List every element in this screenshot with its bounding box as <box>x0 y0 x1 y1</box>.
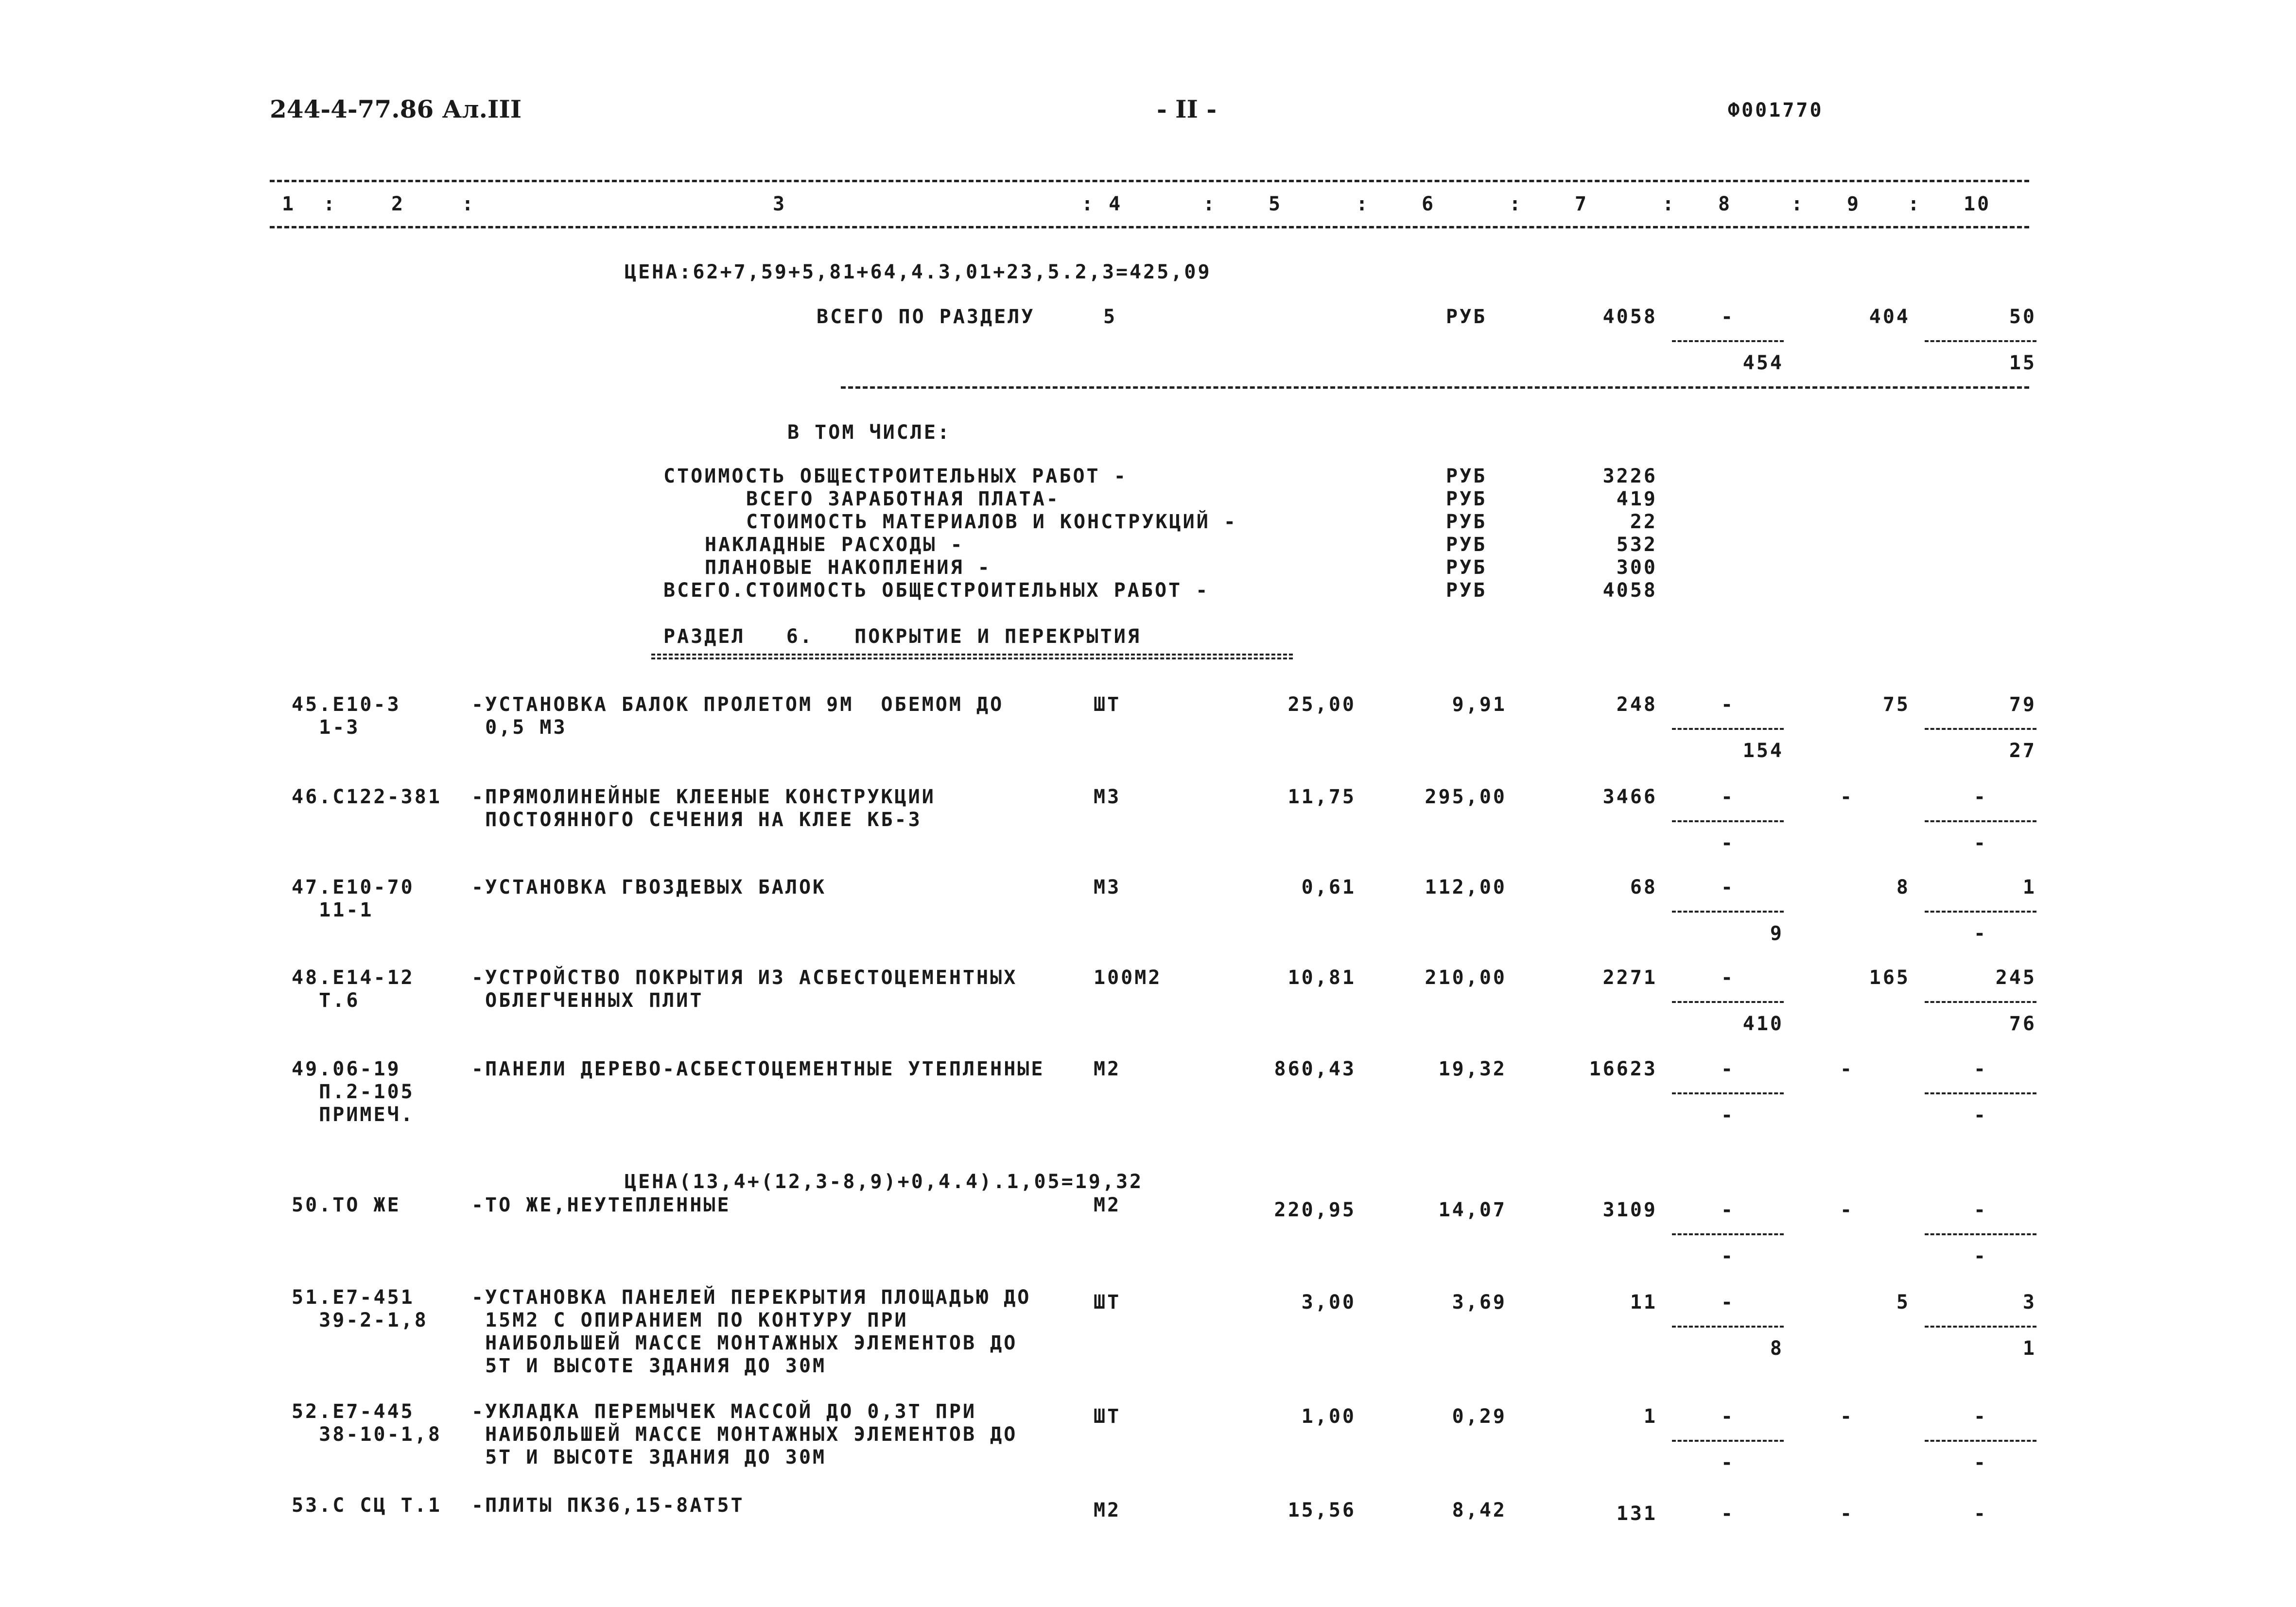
item-unit: М2 <box>1094 1499 1121 1521</box>
breakdown-label: СТОИМОСТЬ МАТЕРИАЛОВ И КОНСТРУКЦИЙ - <box>746 511 1237 533</box>
item-qty: 25,00 <box>1287 693 1356 716</box>
col8-bottom: - <box>1721 1245 1735 1267</box>
breakdown-value: 300 <box>1616 556 1657 579</box>
col8-bottom: 454 <box>1742 352 1784 374</box>
item-qty: 11,75 <box>1287 786 1356 808</box>
fraction-rule <box>1672 911 1784 913</box>
fraction-rule <box>1672 340 1784 342</box>
item-unit: М3 <box>1094 786 1121 808</box>
col-9: 9 <box>1847 193 1861 215</box>
item-description: 0,5 М3 <box>471 716 567 739</box>
item-code: 53.С СЦ Т.1 <box>292 1494 442 1517</box>
breakdown-value: 532 <box>1616 534 1657 556</box>
item-total: 248 <box>1616 693 1657 716</box>
item-code: 49.06-19 <box>292 1058 401 1080</box>
fraction-rule <box>1672 1326 1784 1328</box>
col-sep: : <box>462 193 476 215</box>
breakdown-value: 22 <box>1630 511 1657 533</box>
col9-value: 165 <box>1869 967 1910 989</box>
item-description: -УСТАНОВКА БАЛОК ПРОЛЕТОМ 9М ОБЕМОМ ДО <box>471 693 1004 716</box>
item-description: -ПАНЕЛИ ДЕРЕВО-АСБЕСТОЦЕМЕНТНЫЕ УТЕПЛЕННЫЕ <box>471 1058 1045 1080</box>
item-code: 39-2-1,8 <box>292 1309 428 1331</box>
col10-bottom: 76 <box>2009 1013 2036 1035</box>
item-description: ПОСТОЯННОГО СЕЧЕНИЯ НА КЛЕЕ КБ-3 <box>471 809 922 831</box>
item-code: 45.Е10-3 <box>292 693 401 716</box>
col10-bottom: 15 <box>2009 352 2036 374</box>
item-description: НАИБОЛЬШЕЙ МАССЕ МОНТАЖНЫХ ЭЛЕМЕНТОВ ДО <box>471 1332 1018 1354</box>
col8-bottom: - <box>1721 832 1735 854</box>
breakdown-value: 3226 <box>1602 465 1657 487</box>
col10-top: 79 <box>2009 693 2036 716</box>
item-unit: М2 <box>1094 1194 1121 1216</box>
item-total: 2271 <box>1602 967 1657 989</box>
col-sep: : <box>1791 193 1805 215</box>
unit: РУБ <box>1446 306 1487 328</box>
total-value: 4058 <box>1602 306 1657 328</box>
col-4: : 4 <box>1081 193 1123 215</box>
item-unit: ШТ <box>1094 1405 1121 1428</box>
item-price: 0,29 <box>1452 1405 1507 1428</box>
section-total-rule <box>841 386 2029 389</box>
fraction-rule <box>1672 1001 1784 1003</box>
fraction-rule <box>1925 911 2036 913</box>
breakdown-unit: РУБ <box>1446 534 1487 556</box>
document-code: 244-4-77.86 Ал.III <box>270 95 522 123</box>
fraction-rule <box>1925 340 2036 342</box>
item-description: НАИБОЛЬШЕЙ МАССЕ МОНТАЖНЫХ ЭЛЕМЕНТОВ ДО <box>471 1423 1018 1446</box>
col10-bottom: - <box>1973 922 1988 945</box>
col-1: 1 <box>282 193 296 215</box>
item-code: 51.Е7-451 <box>292 1286 415 1309</box>
fraction-rule <box>1925 1233 2036 1235</box>
col8-bottom: - <box>1721 1104 1735 1126</box>
breakdown-label: НАКЛАДНЫЕ РАСХОДЫ - <box>705 534 964 556</box>
item-code: 1-3 <box>292 716 360 739</box>
header-rule-top <box>270 180 2029 182</box>
col8-value: - <box>1721 1503 1735 1525</box>
col8-bottom: 410 <box>1742 1013 1784 1035</box>
including-heading: В ТОМ ЧИСЛЕ: <box>787 421 951 444</box>
breakdown-unit: РУБ <box>1446 465 1487 487</box>
item-qty: 0,61 <box>1301 876 1356 899</box>
col10-top: - <box>1973 786 1988 808</box>
fraction-rule <box>1672 820 1784 822</box>
col10-value: - <box>1973 1503 1988 1525</box>
item-description: 5Т И ВЫСОТЕ ЗДАНИЯ ДО 30М <box>471 1446 827 1469</box>
col-sep: : <box>1356 193 1370 215</box>
col-sep: : <box>323 193 337 215</box>
fraction-rule <box>1672 1233 1784 1235</box>
col10-top: 1 <box>2022 876 2036 899</box>
item-price: 112,00 <box>1425 876 1507 899</box>
col8-bottom: 9 <box>1770 922 1784 945</box>
breakdown-unit: РУБ <box>1446 488 1487 510</box>
fraction-rule <box>1925 728 2036 730</box>
col10-bottom: - <box>1973 1451 1988 1474</box>
item-code: 52.Е7-445 <box>292 1400 415 1423</box>
breakdown-label: ВСЕГО.СТОИМОСТЬ ОБЩЕСТРОИТЕЛЬНЫХ РАБОТ - <box>663 579 1210 602</box>
item-code: П.2-105 <box>292 1081 415 1103</box>
item-unit: ШТ <box>1094 693 1121 716</box>
col10-top: - <box>1973 1405 1988 1428</box>
item-price: 210,00 <box>1425 967 1507 989</box>
item-qty: 10,81 <box>1287 967 1356 989</box>
col8-top: - <box>1721 1405 1735 1428</box>
section-total-label: ВСЕГО ПО РАЗДЕЛУ <box>817 306 1035 328</box>
item-code: 46.С122-381 <box>292 786 442 808</box>
col9-value: 5 <box>1896 1291 1910 1313</box>
item-description: -УСТАНОВКА ПАНЕЛЕЙ ПЕРЕКРЫТИЯ ПЛОЩАДЬЮ ДО <box>471 1286 1031 1309</box>
fraction-rule <box>1672 1440 1784 1442</box>
item-price: 295,00 <box>1425 786 1507 808</box>
item-code: 11-1 <box>292 899 374 921</box>
col8-bottom: 8 <box>1770 1337 1784 1360</box>
section-title: РАЗДЕЛ 6. ПОКРЫТИЕ И ПЕРЕКРЫТИЯ <box>663 625 1141 648</box>
item-description: -УСТРОЙСТВО ПОКРЫТИЯ ИЗ АСБЕСТОЦЕМЕНТНЫХ <box>471 967 1018 989</box>
col10-bottom: - <box>1973 832 1988 854</box>
item-qty: 3,00 <box>1301 1291 1356 1313</box>
col10-top: - <box>1973 1058 1988 1080</box>
item-price: 8,42 <box>1452 1499 1507 1521</box>
item-code: 48.Е14-12 <box>292 967 415 989</box>
item-description: 15М2 С ОПИРАНИЕМ ПО КОНТУРУ ПРИ <box>471 1309 908 1331</box>
fraction-rule <box>1672 728 1784 730</box>
item-description: ОБЛЕГЧЕННЫХ ПЛИТ <box>471 989 704 1012</box>
item-total: 3466 <box>1602 786 1657 808</box>
fraction-rule <box>1925 1001 2036 1003</box>
document-id: Ф001770 <box>1728 99 1824 121</box>
col9-value: 75 <box>1882 693 1910 716</box>
col8-top: - <box>1721 1058 1735 1080</box>
item-description: -УСТАНОВКА ГВОЗДЕВЫХ БАЛОК <box>471 876 827 899</box>
col8-top: - <box>1721 306 1735 328</box>
fraction-rule <box>1925 1440 2036 1442</box>
col8-bottom: - <box>1721 1451 1735 1474</box>
item-total: 1 <box>1643 1405 1657 1428</box>
col-8: 8 <box>1718 193 1732 215</box>
item-unit: М2 <box>1094 1058 1121 1080</box>
item-total: 68 <box>1630 876 1657 899</box>
col10-top: 3 <box>2022 1291 2036 1313</box>
col-6: 6 <box>1422 193 1436 215</box>
item-code: Т.6 <box>292 989 360 1012</box>
col8-top: - <box>1721 967 1735 989</box>
item-qty: 15,56 <box>1287 1499 1356 1521</box>
item-qty: 1,00 <box>1301 1405 1356 1428</box>
item-description: -ПЛИТЫ ПК36,15-8АТ5Т <box>471 1494 745 1517</box>
col-10: 10 <box>1964 193 1991 215</box>
col8-top: - <box>1721 1199 1735 1221</box>
price-formula: ЦЕНА:62+7,59+5,81+64,4.3,01+23,5.2,3=425,09 <box>625 261 1212 283</box>
col8-bottom: 154 <box>1742 740 1784 762</box>
header-rule-bottom <box>270 226 2029 228</box>
col8-top: - <box>1721 876 1735 899</box>
col-3: 3 <box>773 193 787 215</box>
section-title-underline <box>651 654 1293 659</box>
col9-value: - <box>1840 786 1854 808</box>
item-price: 19,32 <box>1438 1058 1507 1080</box>
breakdown-unit: РУБ <box>1446 556 1487 579</box>
breakdown-value: 4058 <box>1602 579 1657 602</box>
item-total: 16623 <box>1589 1058 1657 1080</box>
col-sep: : <box>1203 193 1217 215</box>
item-price: 9,91 <box>1452 693 1507 716</box>
item-description: -ТО ЖЕ,НЕУТЕПЛЕННЫЕ <box>471 1194 731 1216</box>
col-5: 5 <box>1269 193 1283 215</box>
col9-value: 404 <box>1869 306 1910 328</box>
item-unit: М3 <box>1094 876 1121 899</box>
col10-bottom: 1 <box>2022 1337 2036 1360</box>
breakdown-unit: РУБ <box>1446 579 1487 602</box>
item-description: -УКЛАДКА ПЕРЕМЫЧЕК МАССОЙ ДО 0,3Т ПРИ <box>471 1400 977 1423</box>
fraction-rule <box>1925 1092 2036 1094</box>
col9-value: - <box>1840 1058 1854 1080</box>
item-description: -ПРЯМОЛИНЕЙНЫЕ КЛЕЕНЫЕ КОНСТРУКЦИИ <box>471 786 936 808</box>
price-formula: ЦЕНА(13,4+(12,3-8,9)+0,4.4).1,05=19,32 <box>625 1171 1144 1193</box>
col-sep: : <box>1509 193 1523 215</box>
item-code: 50.ТО ЖЕ <box>292 1194 401 1216</box>
col-2: 2 <box>391 193 405 215</box>
item-qty: 220,95 <box>1274 1199 1356 1221</box>
col10-bottom: - <box>1973 1104 1988 1126</box>
item-code: 47.Е10-70 <box>292 876 415 899</box>
item-unit: 100М2 <box>1094 967 1162 989</box>
breakdown-label: СТОИМОСТЬ ОБЩЕСТРОИТЕЛЬНЫХ РАБОТ - <box>663 465 1128 487</box>
item-total: 131 <box>1616 1503 1657 1525</box>
item-description: 5Т И ВЫСОТЕ ЗДАНИЯ ДО 30М <box>471 1355 827 1377</box>
col8-top: - <box>1721 786 1735 808</box>
col10-bottom: 27 <box>2009 740 2036 762</box>
col10-bottom: - <box>1973 1245 1988 1267</box>
item-qty: 860,43 <box>1274 1058 1356 1080</box>
breakdown-label: ВСЕГО ЗАРАБОТНАЯ ПЛАТА- <box>746 488 1060 510</box>
col-sep: : <box>1908 193 1922 215</box>
section-number: 5 <box>1103 306 1117 328</box>
fraction-rule <box>1672 1092 1784 1094</box>
breakdown-unit: РУБ <box>1446 511 1487 533</box>
item-unit: ШТ <box>1094 1291 1121 1313</box>
breakdown-label: ПЛАНОВЫЕ НАКОПЛЕНИЯ - <box>705 556 991 579</box>
col8-top: - <box>1721 1291 1735 1313</box>
item-price: 3,69 <box>1452 1291 1507 1313</box>
col9-value: - <box>1840 1503 1854 1525</box>
breakdown-value: 419 <box>1616 488 1657 510</box>
item-code: ПРИМЕЧ. <box>292 1104 415 1126</box>
item-price: 14,07 <box>1438 1199 1507 1221</box>
col-7: 7 <box>1575 193 1589 215</box>
fraction-rule <box>1925 1326 2036 1328</box>
col-sep: : <box>1662 193 1676 215</box>
fraction-rule <box>1925 820 2036 822</box>
col10-top: 50 <box>2009 306 2036 328</box>
item-total: 11 <box>1630 1291 1657 1313</box>
col8-top: - <box>1721 693 1735 716</box>
item-total: 3109 <box>1602 1199 1657 1221</box>
page-number: - II - <box>1157 95 1217 123</box>
col9-value: - <box>1840 1405 1854 1428</box>
col9-value: 8 <box>1896 876 1910 899</box>
item-code: 38-10-1,8 <box>292 1423 442 1446</box>
col10-top: 245 <box>1995 967 2036 989</box>
col9-value: - <box>1840 1199 1854 1221</box>
col10-top: - <box>1973 1199 1988 1221</box>
